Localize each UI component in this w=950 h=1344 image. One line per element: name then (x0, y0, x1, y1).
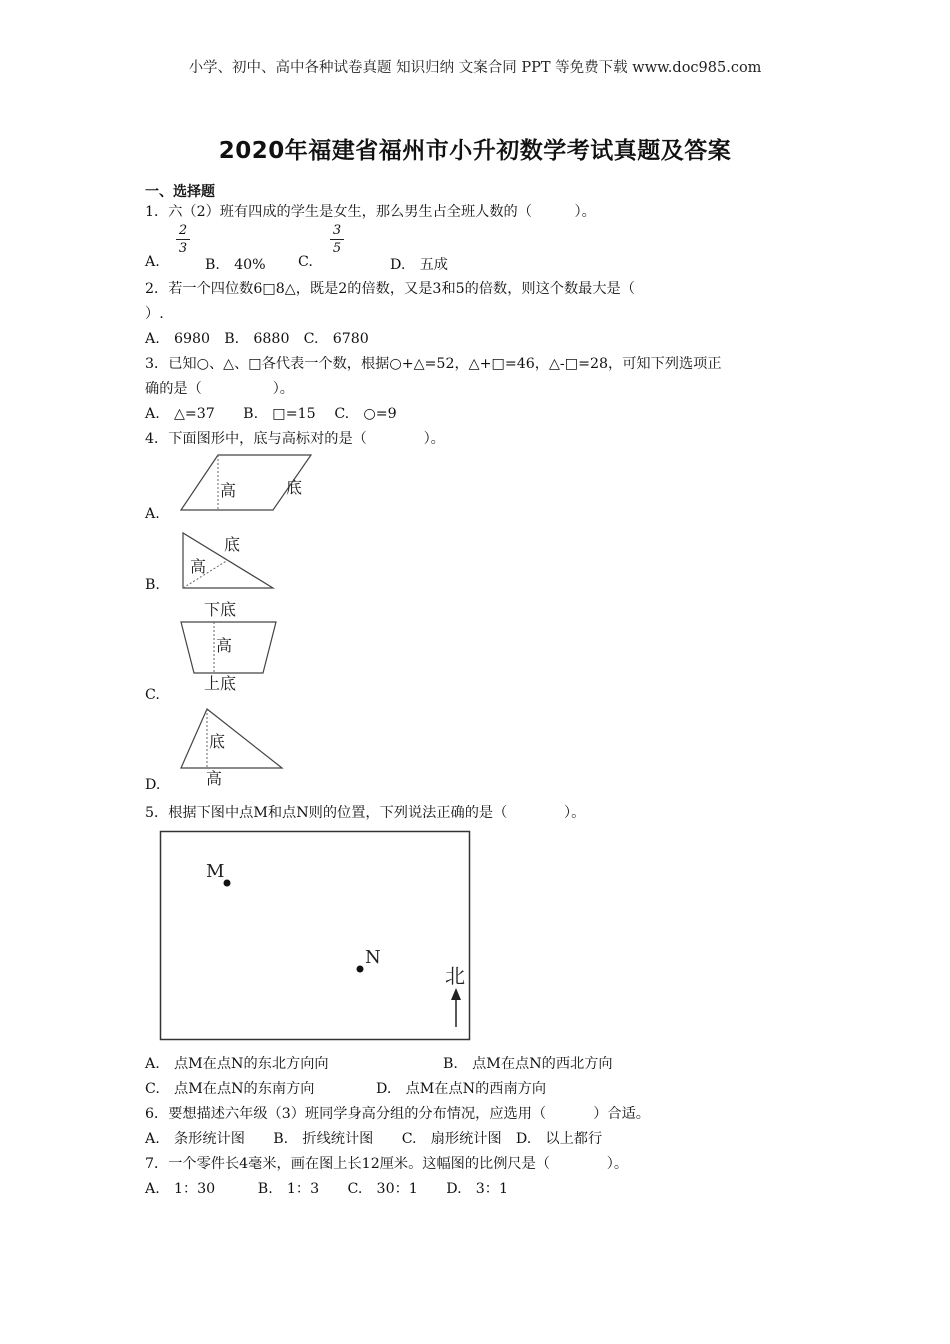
label-lower-base: 下底 (204, 600, 237, 619)
question-1: 1．六（2）班有四成的学生是女生，那么男生占全班人数的（ ）。 (145, 204, 596, 220)
section-heading: 一、选择题 (145, 184, 215, 200)
question-2: 2．若一个四位数6□8△，既是2的倍数，又是3和5的倍数，则这个数最大是（ (145, 281, 635, 297)
question-5: 5．根据下图中点M和点N则的位置，下列说法正确的是（ ）。 (145, 805, 586, 821)
q4-option-c-label: C. (145, 687, 160, 703)
q1-option-b: B. 40% (205, 257, 266, 273)
q4-figure-d-triangle (178, 705, 288, 787)
question-6: 6．要想描述六年级（3）班同学身高分组的分布情况，应选用（ ）合适。 (145, 1106, 650, 1122)
q4-option-a-label: A. (145, 506, 160, 522)
point-m-label: M (206, 861, 225, 882)
label-height: 高 (190, 557, 207, 576)
q1-option-c-label: C. (298, 254, 313, 270)
fraction-numerator: 2 (178, 223, 188, 238)
q4-option-d-label: D. (145, 777, 161, 793)
label-height: 高 (220, 481, 237, 500)
q7-options: A. 1：30 B. 1：3 C. 30：1 D. 3：1 (145, 1181, 509, 1197)
q1-option-a-label: A. (145, 254, 160, 270)
question-3-cont: 确的是（ ）。 (145, 381, 294, 397)
q5-map-figure (159, 830, 473, 1042)
q4-figure-b-triangle (178, 528, 278, 592)
point-m (224, 880, 231, 887)
label-upper-base: 上底 (204, 674, 237, 693)
north-label: 北 (445, 964, 465, 988)
q6-options: A. 条形统计图 B. 折线统计图 C. 扇形统计图 D. 以上都行 (145, 1131, 603, 1147)
label-height: 高 (206, 769, 223, 787)
point-n-label: N (365, 947, 381, 968)
fraction-numerator: 3 (332, 223, 342, 238)
question-4: 4．下面图形中，底与高标对的是（ ）。 (145, 431, 445, 447)
point-n (357, 966, 364, 973)
q1-option-c-fraction (330, 224, 344, 255)
q1-option-d: D. 五成 (390, 257, 448, 273)
q4-figure-c-trapezoid (176, 598, 286, 696)
q1-option-a-fraction (176, 224, 190, 255)
fraction-denominator: 3 (178, 241, 188, 256)
q4-figure-a-parallelogram (178, 450, 318, 515)
label-base: 底 (209, 732, 226, 751)
q5-option-d: D. 点M在点N的西南方向 (376, 1081, 547, 1097)
page-title: 2020年福建省福州市小升初数学考试真题及答案 (218, 138, 732, 164)
label-height: 高 (216, 636, 233, 655)
q5-option-c: C. 点M在点N的东南方向 (145, 1081, 315, 1097)
fraction-denominator: 5 (332, 241, 342, 256)
label-base: 底 (286, 478, 303, 497)
question-3: 3．已知○、△、□各代表一个数，根据○+△=52，△+□=46，△-□=28，可知下列选项正 (145, 356, 722, 372)
q4-option-b-label: B. (145, 577, 160, 593)
question-2-cont: ）. (145, 306, 164, 322)
q3-options: A. △=37 B. □=15 C. ○=9 (145, 406, 397, 422)
q5-option-b: B. 点M在点N的西北方向 (443, 1056, 613, 1072)
label-base: 底 (224, 535, 241, 554)
q2-options: A. 6980 B. 6880 C. 6780 (145, 331, 369, 347)
q5-option-a: A. 点M在点N的东北方向向 (145, 1056, 329, 1072)
question-7: 7．一个零件长4毫米，画在图上长12厘米。这幅图的比例尺是（ ）。 (145, 1156, 629, 1172)
page-header: 小学、初中、高中各种试卷真题 知识归纳 文案合同 PPT 等免费下载 www.doc985.com (188, 60, 762, 76)
